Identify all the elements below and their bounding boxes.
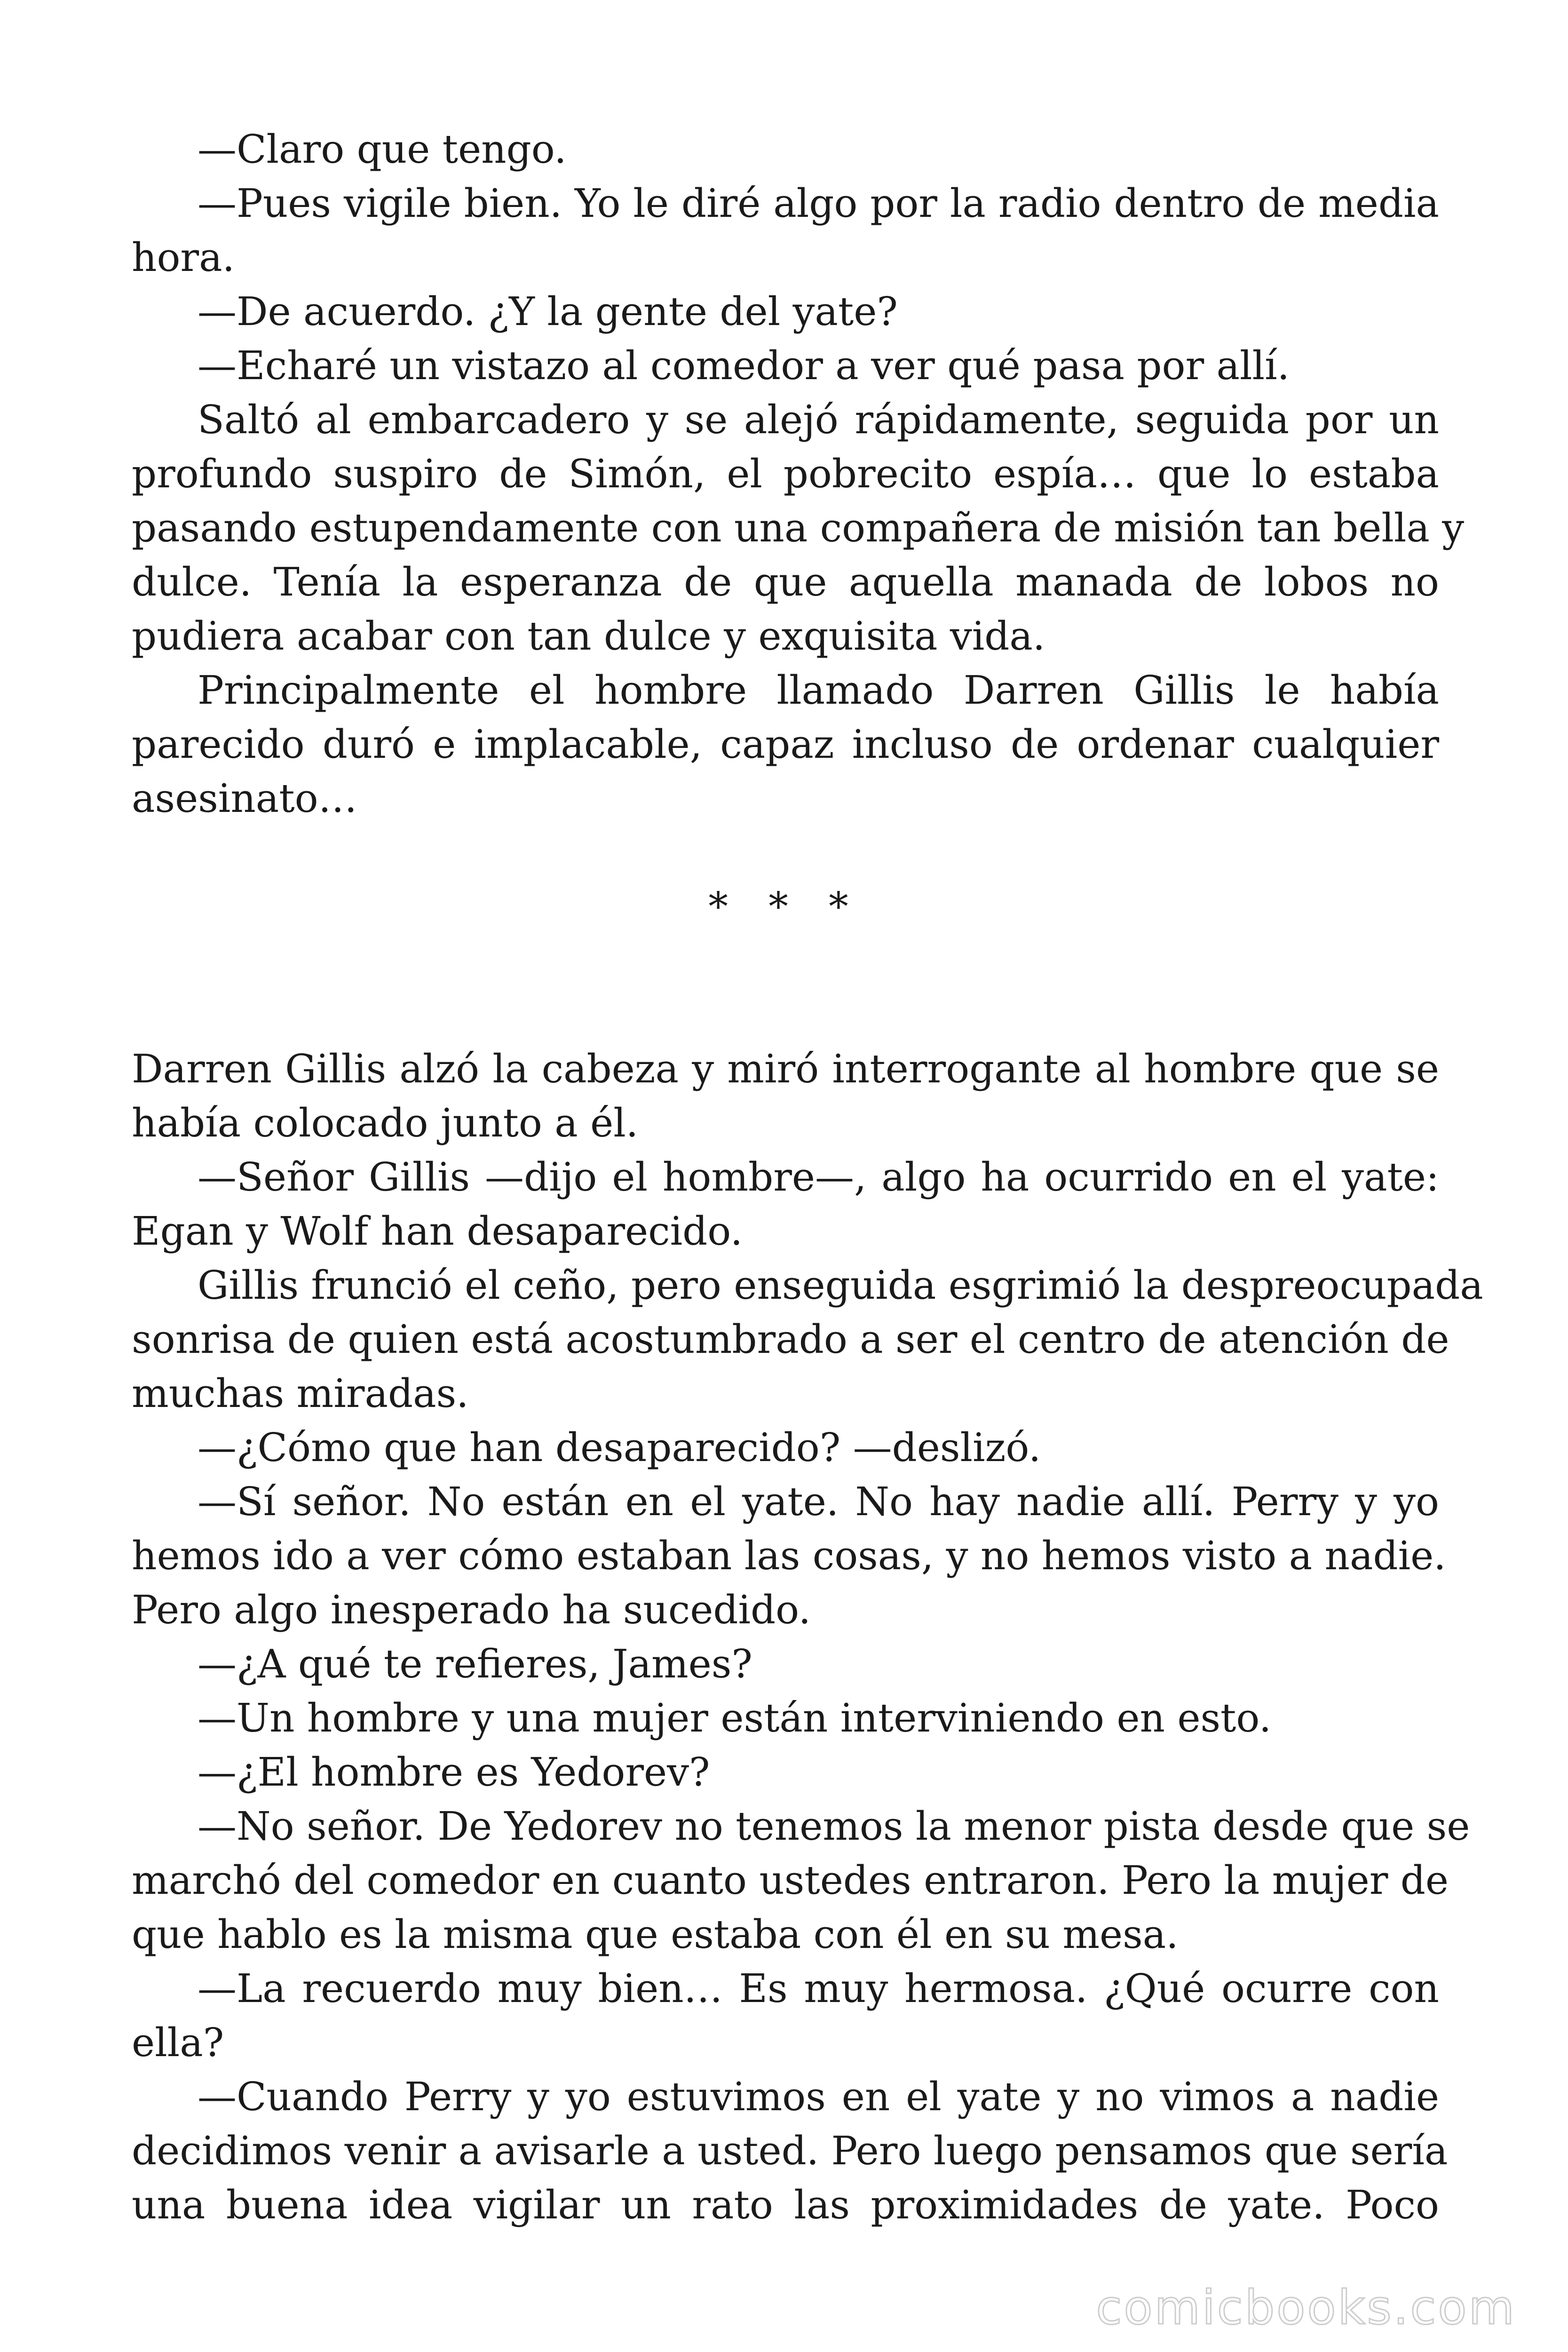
watermark: comicbooks.com (1096, 2280, 1516, 2335)
text-line: —¿Cómo que han desaparecido? —deslizó. (198, 1425, 1041, 1470)
text-line: hemos ido a ver cómo estaban las cosas, y no hemos visto a nadie. (132, 1533, 1446, 1579)
text-line: —Claro que tengo. (198, 127, 567, 172)
text-line: —Echaré un vistazo al comedor a ver qué pasa por allí. (198, 343, 1290, 389)
section-separator: * * * (708, 884, 863, 930)
text-line: parecido duró e implacable, capaz incluso de ordenar cualquier (132, 722, 1439, 767)
text-line: sonrisa de quien está acostumbrado a ser el centro de atención de (132, 1317, 1449, 1362)
text-line: pudiera acabar con tan dulce y exquisita vida. (132, 613, 1045, 659)
text-line: que hablo es la misma que estaba con él en su mesa. (132, 1912, 1179, 1957)
text-line: —¿A qué te refieres, James? (198, 1641, 752, 1687)
text-line: hora. (132, 235, 235, 280)
text-block-bottom (132, 1042, 1483, 2232)
text-block-top (132, 122, 1465, 826)
text-line: dulce. Tenía la esperanza de que aquella manada de lobos no (132, 559, 1439, 605)
text-line: ella? (132, 2020, 224, 2066)
text-line: marchó del comedor en cuanto ustedes entraron. Pero la mujer de (132, 1858, 1449, 1903)
text-line: muchas miradas. (132, 1371, 469, 1416)
text-line: —Señor Gillis —dijo el hombre—, algo ha ocurrido en el yate: (198, 1154, 1439, 1200)
text-line: —No señor. De Yedorev no tenemos la menor pista desde que se (198, 1804, 1470, 1849)
text-line: Egan y Wolf han desaparecido. (132, 1208, 743, 1254)
text-line: —La recuerdo muy bien… Es muy hermosa. ¿Qué ocurre con (198, 1966, 1439, 2011)
text-line: —Sí señor. No están en el yate. No hay nadie allí. Perry y yo (198, 1479, 1439, 1525)
text-line: pasando estupendamente con una compañera de misión tan bella y (132, 505, 1465, 551)
text-line: Gillis frunció el ceño, pero enseguida esgrimió la despreocupada (198, 1263, 1483, 1308)
text-line: asesinato… (132, 776, 357, 821)
text-line: Principalmente el hombre llamado Darren Gillis le había (198, 667, 1439, 713)
text-line: decidimos venir a avisarle a usted. Pero luego pensamos que sería (132, 2128, 1448, 2174)
book-page (132, 122, 1483, 2232)
text-line: una buena idea vigilar un rato las proximidades de yate. Poco (132, 2182, 1439, 2228)
text-line: —Pues vigile bien. Yo le diré algo por la radio dentro de media (198, 181, 1439, 226)
text-line: profundo suspiro de Simón, el pobrecito espía… que lo estaba (132, 451, 1439, 497)
text-line: —De acuerdo. ¿Y la gente del yate? (198, 289, 898, 334)
text-line: Darren Gillis alzó la cabeza y miró interrogante al hombre que se (132, 1046, 1439, 1092)
text-line: Saltó al embarcadero y se alejó rápidamente, seguida por un (198, 397, 1439, 443)
text-line: —Cuando Perry y yo estuvimos en el yate y no vimos a nadie (198, 2074, 1439, 2120)
text-line: —Un hombre y una mujer están interviniendo en esto. (198, 1695, 1272, 1741)
text-line: Pero algo inesperado ha sucedido. (132, 1587, 811, 1633)
text-line: —¿El hombre es Yedorev? (198, 1749, 710, 1795)
text-line: había colocado junto a él. (132, 1100, 639, 1146)
